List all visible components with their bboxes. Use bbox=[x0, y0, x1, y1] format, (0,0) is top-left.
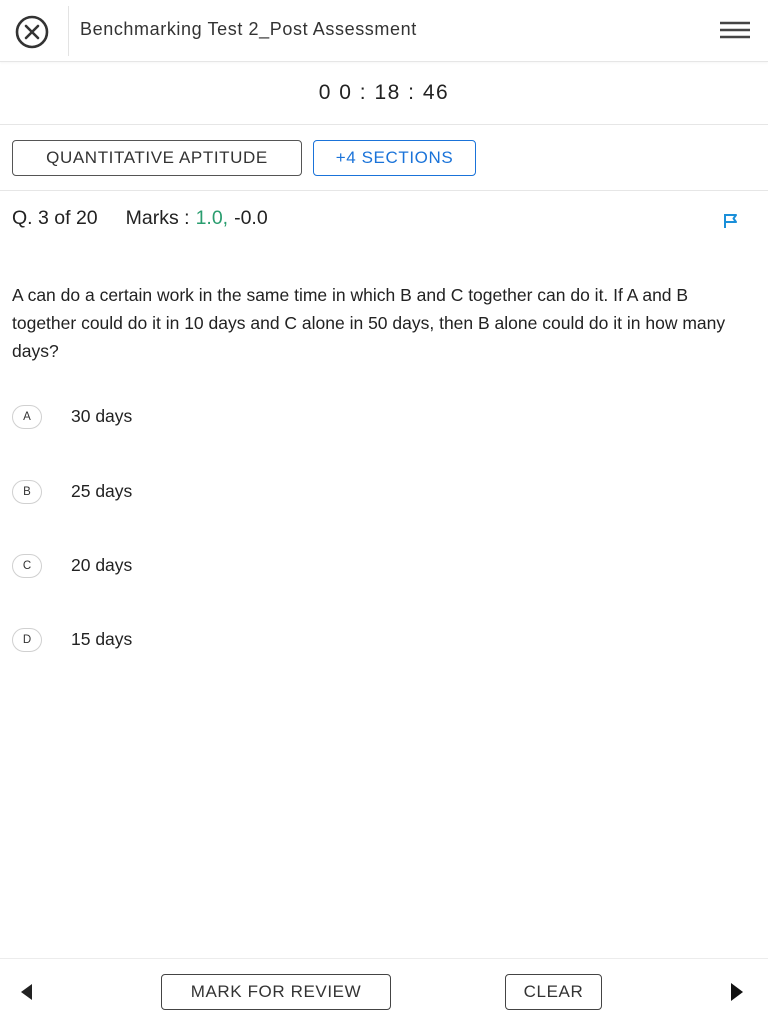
option-letter-badge: C bbox=[12, 554, 42, 578]
close-icon[interactable] bbox=[14, 14, 50, 50]
negative-marks: -0.0 bbox=[234, 207, 268, 229]
clear-button[interactable]: CLEAR bbox=[505, 974, 602, 1010]
option-text: 25 days bbox=[71, 481, 133, 501]
positive-marks: 1.0, bbox=[195, 207, 229, 229]
option-text: 30 days bbox=[71, 406, 133, 426]
more-sections-button[interactable]: +4 SECTIONS bbox=[313, 140, 476, 176]
app-header bbox=[0, 0, 768, 62]
option-letter-badge: B bbox=[12, 480, 42, 504]
mark-for-review-button[interactable]: MARK FOR REVIEW bbox=[161, 974, 391, 1010]
page-title: Benchmarking Test 2_Post Assessment bbox=[80, 19, 417, 39]
section-current-button[interactable]: QUANTITATIVE APTITUDE bbox=[12, 140, 302, 176]
header-divider bbox=[68, 6, 69, 56]
option-letter-badge: D bbox=[12, 628, 42, 652]
hamburger-menu-icon[interactable] bbox=[718, 18, 752, 44]
triangle-right-icon[interactable] bbox=[728, 981, 746, 1003]
option-letter-badge: A bbox=[12, 405, 42, 429]
question-position: Q. 3 of 20 bbox=[12, 207, 98, 229]
option-b[interactable] bbox=[12, 478, 412, 508]
timer-bar bbox=[0, 62, 768, 125]
option-d[interactable] bbox=[12, 626, 412, 656]
sections-bar bbox=[0, 125, 768, 191]
flag-icon[interactable] bbox=[722, 212, 740, 230]
option-text: 20 days bbox=[71, 555, 133, 575]
option-text: 15 days bbox=[71, 629, 133, 649]
marks-label: Marks : bbox=[125, 207, 190, 229]
countdown-timer: 0 0 : 18 : 46 bbox=[318, 81, 450, 104]
option-c[interactable] bbox=[12, 552, 412, 582]
footer-toolbar bbox=[0, 958, 768, 1024]
option-a[interactable] bbox=[12, 403, 412, 433]
question-meta bbox=[12, 207, 268, 230]
triangle-left-icon[interactable] bbox=[18, 982, 36, 1002]
question-text: A can do a certain work in the same time in which B and C together can do it. If A and B together could do it in 10 days and C alone in 50 days, then B alone could do it in how many days? bbox=[12, 285, 726, 361]
